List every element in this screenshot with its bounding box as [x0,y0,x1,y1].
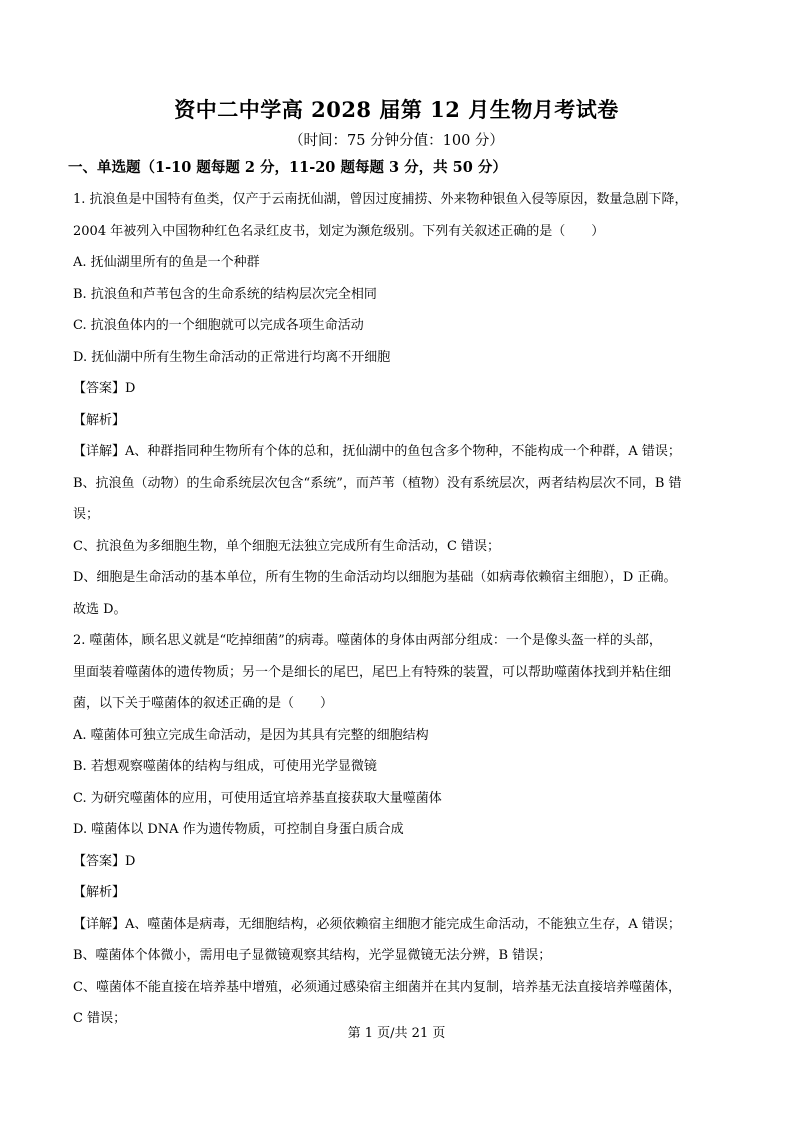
analysis-label: 【解析】 [73,885,126,900]
text-line: 1. 抗浪鱼是中国特有鱼类，仅产于云南抚仙湖，曾因过度捕捞、外来物种银鱼入侵等原因，数量急剧下降， [73,192,688,207]
explanation-line: B、抗浪鱼（动物）的生命系统层次包含“系统”，而芦苇（植物）没有系统层次，两者结构层次不同，B 错 [73,475,682,491]
explanation-line: C 错误； [73,1011,127,1026]
text-line: 菌，以下关于噬菌体的叙述正确的是（ ） [73,696,334,711]
option-line: D. 抚仙湖中所有生物生命活动的正常进行均离不开细胞 [73,349,391,365]
analysis-label: 【解析】 [73,412,126,428]
text-line: 里面装着噬菌体的遗传物质；另一个是细长的尾巴，尾巴上有特殊的装置，可以帮助噬菌体找到并粘住细 [73,664,672,680]
question-content [73,184,729,1035]
exam-subtitle: （时间：75 分钟分值：100 分） [289,133,504,149]
explanation-line: 【详解】A、种群指同种生物所有个体的总和，抚仙湖中的鱼包含多个物种，不能构成一个种群，A 错误； [73,444,681,459]
explanation-line: 【详解】A、噬菌体是病毒，无细胞结构，必须依赖宿主细胞才能完成生命活动，不能独立生存，A 错误； [73,916,681,932]
option-line: B. 抗浪鱼和芦苇包含的生命系统的结构层次完全相同 [73,286,377,302]
option-line: C. 为研究噬菌体的应用，可使用适宜培养基直接获取大量噬菌体 [73,790,442,806]
explanation-line: C、抗浪鱼为多细胞生物，单个细胞无法独立完成所有生命活动，C 错误； [73,538,501,554]
answer-line: 【答案】D [73,853,136,869]
option-line: C. 抗浪鱼体内的一个细胞就可以完成各项生命活动 [73,318,364,333]
text-line: 2004 年被列入中国物种红色名录红皮书，划定为濒危级别。下列有关叙述正确的是（ ） [73,223,605,239]
explanation-line: D、细胞是生命活动的基本单位，所有生物的生命活动均以细胞为基础（如病毒依赖宿主细胞），D 正确。 [73,570,677,585]
explanation-line: 故选 D。 [73,601,127,617]
section-heading: 一、单选题（1-10 题每题 2 分，11-20 题每题 3 分，共 50 分） [68,159,507,176]
explanation-line: C、噬菌体不能直接在培养基中增殖，必须通过感染宿主细菌并在其内复制，培养基无法直接培养噬菌体， [73,979,681,995]
page-footer: 第 1 页/共 21 页 [347,1026,446,1041]
exam-title: 资中二中学高 2028 届第 12 月生物月考试卷 [174,97,619,122]
explanation-line: 误； [73,507,100,522]
option-line: B. 若想观察噬菌体的结构与组成，可使用光学显微镜 [73,759,377,774]
text-line: 2. 噬菌体，顾名思义就是“吃掉细菌”的病毒。噬菌体的身体由两部分组成：一个是像头盔一样的头部， [73,633,662,648]
option-line: A. 噬菌体可独立完成生命活动，是因为其具有完整的细胞结构 [73,727,429,743]
option-line: A. 抚仙湖里所有的鱼是一个种群 [73,255,260,270]
explanation-line: B、噬菌体个体微小，需用电子显微镜观察其结构，光学显微镜无法分辨，B 错误； [73,948,552,963]
option-line: D. 噬菌体以 DNA 作为遗传物质，可控制自身蛋白质合成 [73,822,404,837]
answer-line: 【答案】D [73,381,136,396]
